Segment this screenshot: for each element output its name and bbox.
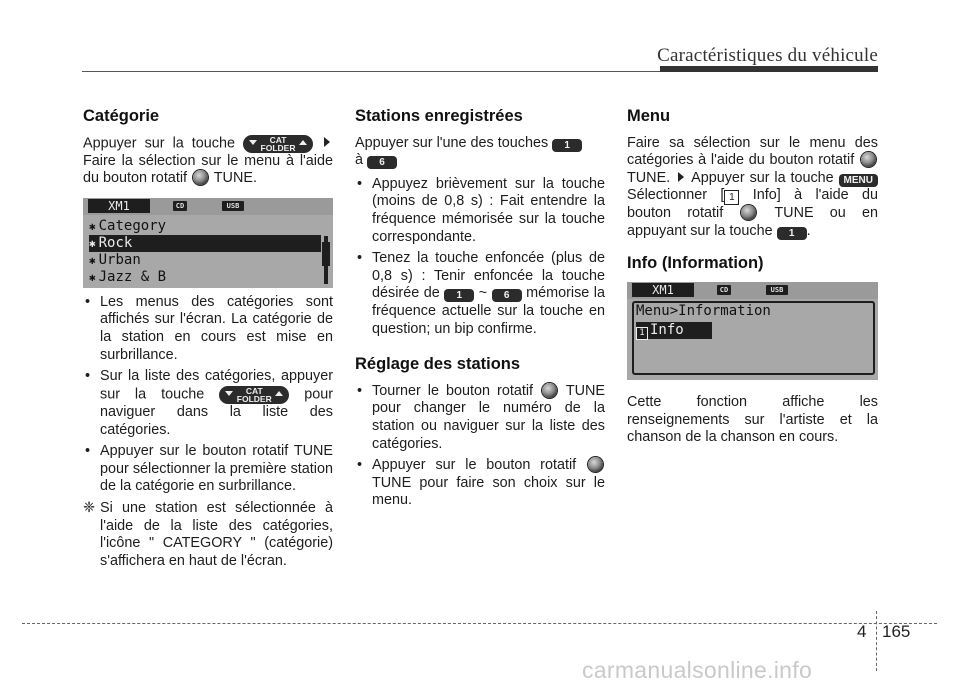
preset-1-key-icon: 1 xyxy=(552,139,582,152)
category-screen xyxy=(83,198,333,288)
preset-6-key-icon: 6 xyxy=(367,156,397,169)
heading-info: Info (Information) xyxy=(627,253,764,272)
screen-title: Menu>Information xyxy=(636,303,771,320)
intro-text: Appuyer sur la touche xyxy=(83,135,235,152)
heading-stations-enregistrees: Stations enregistrées xyxy=(355,107,523,125)
chevron-down-icon xyxy=(249,140,257,145)
cd-source-icon: CD xyxy=(173,201,187,211)
usb-source-icon: USB xyxy=(766,285,788,295)
arrow-right-icon xyxy=(678,172,684,182)
preset-1-key-icon: 1 xyxy=(777,227,807,240)
screen-title: ✱ Category xyxy=(89,217,167,234)
preset-6-key-icon: 6 xyxy=(492,289,522,302)
xm-band-label: XM1 xyxy=(632,283,694,297)
arrow-right-icon xyxy=(324,137,330,147)
header-rule-accent xyxy=(660,66,878,72)
info-number-icon: 1 xyxy=(724,190,739,205)
heading-reglage-stations: Réglage des stations xyxy=(355,355,521,374)
chapter-number: 4 xyxy=(857,622,867,641)
chevron-down-icon xyxy=(225,391,233,396)
list-item: • Tourner le bouton rotatif TUNE pour changer le numéro de la station ou naviguer sur la liste des catégories. xyxy=(357,382,605,452)
list-item: • Sur la liste des catégories, appuyer sur la touche CAT FOLDER pour naviguer dans la liste des catégories. xyxy=(85,368,334,438)
info-screen xyxy=(627,282,878,380)
categorie-bullets xyxy=(83,294,333,496)
intro-text: Faire la sélection sur le menu à l'aide du bouton rotatif xyxy=(83,152,333,187)
list-item: • Appuyer sur le bouton rotatif TUNE pour sélectionner la première station de la catégorie en surbrillance. xyxy=(85,443,333,495)
footer-rule xyxy=(22,623,937,624)
screen-item: ✱ Jazz & B xyxy=(89,268,167,285)
chevron-up-icon xyxy=(299,140,307,145)
tune-knob-icon xyxy=(741,205,756,220)
category-icon: ✱ xyxy=(89,270,96,284)
screen-item-selected: 1 Info xyxy=(636,322,712,339)
cat-folder-button-icon xyxy=(243,135,313,153)
watermark: carmanualsonline.info xyxy=(582,657,813,683)
list-item: • Appuyer sur le bouton rotatif TUNE pour faire son choix sur le menu. xyxy=(357,457,605,509)
category-icon: ✱ xyxy=(89,236,96,250)
menu-key-icon: MENU xyxy=(839,174,878,187)
list-item: • Les menus des catégories sont affichés sur l'écran. La catégorie de la station en cours est mise en surbrillance. xyxy=(85,293,333,363)
heading-menu: Menu xyxy=(627,107,671,125)
column-categorie xyxy=(83,108,333,570)
screen-item: ✱ Urban xyxy=(89,251,141,268)
info-description: Cette fonction affiche les renseignements sur l'artiste et la chanson de la chanson en cours. xyxy=(627,394,878,446)
usb-source-icon: USB xyxy=(222,201,244,211)
chevron-up-icon xyxy=(275,391,283,396)
menu-intro: Faire sa sélection sur le menu des catégories à l'aide du bouton rotatif TUNE. Appuyer sur la touche MENU Sélectionner [ 1 Info] à l'aide du bouton rotatif TUNE ou en appuyant sur la touche 1 . xyxy=(627,134,879,239)
info-number-icon: 1 xyxy=(636,327,648,340)
running-header: Caractéristiques du véhicule xyxy=(657,45,878,66)
category-icon: ✱ xyxy=(89,219,96,233)
list-item: • Tenez la touche enfoncée (plus de 0,8 s) : Tenir enfoncée la touche désirée de 1 ~ 6 mémorise la fréquence actuelle sur la touche en question; un bip confirme. xyxy=(357,250,605,337)
screen-scroll-thumb xyxy=(322,242,330,266)
screen-item-selected: ✱ Rock xyxy=(89,235,321,252)
reglage-bullets xyxy=(355,383,605,510)
preset-1-key-icon: 1 xyxy=(444,289,474,302)
stations-bullets xyxy=(355,176,605,338)
list-item: • Appuyez brièvement sur la touche (moins de 0,8 s) : Fait entendre la fréquence mémorisée sur la touche correspondante. xyxy=(357,175,605,245)
cat-label: CAT xyxy=(269,134,287,145)
cat-folder-button-icon: CAT FOLDER xyxy=(219,386,289,404)
tune-knob-icon xyxy=(588,457,603,472)
column-menu xyxy=(627,108,878,447)
cd-source-icon: CD xyxy=(717,285,731,295)
category-icon: ✱ xyxy=(89,253,96,267)
tune-knob-icon xyxy=(542,383,557,398)
footer-divider xyxy=(876,611,877,671)
folder-label: FOLDER xyxy=(260,143,296,154)
column-stations xyxy=(355,108,605,514)
xm-band-label: XM1 xyxy=(88,199,150,213)
note: ❈ Si une station est sélectionnée à l'aide de la liste des catégories, l'icône " CATEGORY " (catégorie) s'affichera en haut de l'écran. xyxy=(83,499,333,569)
intro-text: TUNE. xyxy=(213,170,257,187)
heading-categorie: Catégorie xyxy=(83,107,160,125)
categorie-intro xyxy=(83,135,333,188)
tune-knob-icon xyxy=(193,170,208,185)
tune-knob-icon xyxy=(861,152,876,167)
stations-intro: Appuyer sur l'une des touches 1 à 6 xyxy=(355,135,605,170)
page-number: 165 xyxy=(882,622,911,641)
note-symbol-icon: ❈ xyxy=(83,499,96,516)
